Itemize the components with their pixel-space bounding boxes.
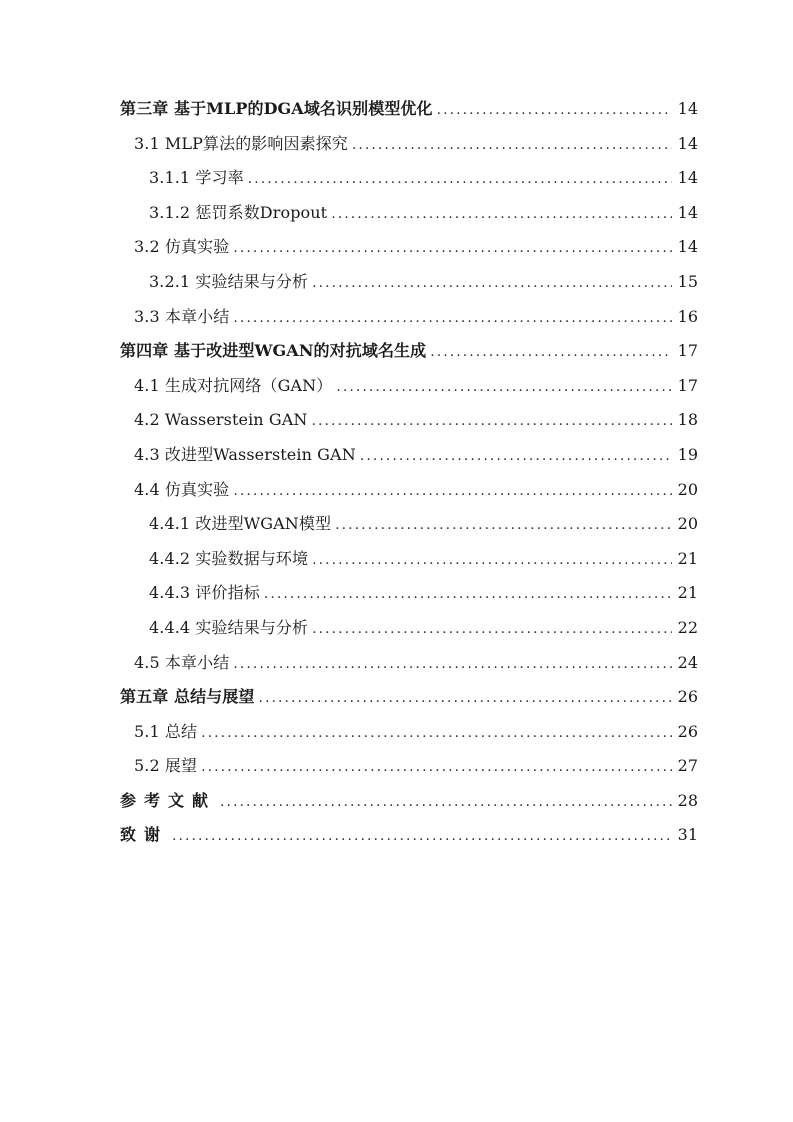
toc-entry[interactable]	[120, 611, 698, 646]
toc-dot-leader	[248, 162, 672, 197]
toc-entry[interactable]	[120, 784, 698, 819]
toc-entry-page-number: 15	[677, 271, 698, 291]
toc-dot-leader	[312, 266, 672, 301]
toc-dot-leader	[360, 439, 672, 474]
toc-entry-title: 4.4.4 实验结果与分析	[149, 617, 309, 637]
toc-entry-page-number: 14	[677, 133, 698, 153]
toc-dot-leader	[233, 647, 671, 682]
toc-entry-page-number: 22	[677, 617, 698, 637]
toc-entry[interactable]	[120, 403, 698, 438]
toc-entry-title: 5.2 展望	[134, 756, 198, 776]
toc-entry-page-number: 14	[677, 202, 698, 222]
toc-entry-title: 5.1 总结	[134, 721, 198, 741]
toc-entry-title: 3.2.1 实验结果与分析	[149, 271, 309, 291]
toc-entry-title: 3.1.2 惩罚系数Dropout	[149, 202, 328, 222]
toc-entry-page-number: 21	[677, 583, 698, 603]
toc-entry[interactable]	[120, 507, 698, 542]
toc-entry-page-number: 21	[677, 548, 698, 568]
toc-entry-page-number: 27	[677, 756, 698, 776]
toc-entry[interactable]	[120, 680, 698, 715]
toc-dot-leader	[233, 474, 671, 509]
toc-dot-leader	[430, 335, 671, 370]
toc-dot-leader	[437, 93, 672, 128]
toc-entry[interactable]	[120, 473, 698, 508]
toc-entry-title: 第三章 基于MLP的DGA域名识别模型优化	[120, 99, 433, 118]
toc-dot-leader	[201, 716, 672, 751]
toc-dot-leader	[312, 543, 672, 578]
toc-entry-title: 3.2 仿真实验	[134, 237, 230, 257]
toc-entry-page-number: 16	[677, 306, 698, 326]
toc-entry[interactable]	[120, 161, 698, 196]
toc-entry[interactable]	[120, 576, 698, 611]
toc-entry[interactable]	[120, 265, 698, 300]
toc-entry-page-number: 24	[677, 652, 698, 672]
toc-entry-page-number: 14	[677, 99, 698, 118]
toc-entry-page-number: 19	[677, 444, 698, 464]
toc-entry-page-number: 14	[677, 237, 698, 257]
toc-dot-leader	[336, 370, 671, 405]
toc-dot-leader	[264, 577, 672, 612]
toc-entry-title: 4.5 本章小结	[134, 652, 230, 672]
toc-entry-page-number: 17	[677, 341, 698, 361]
toc-entry-title: 致谢	[120, 825, 169, 845]
toc-dot-leader	[233, 301, 671, 336]
toc-dot-leader	[220, 785, 672, 820]
toc-entry-title: 3.1 MLP算法的影响因素探究	[134, 133, 348, 153]
toc-dot-leader	[331, 197, 671, 232]
toc-entry-title: 第四章 基于改进型WGAN的对抗域名生成	[120, 341, 427, 361]
toc-dot-leader	[352, 128, 672, 163]
toc-entry-title: 4.4.1 改进型WGAN模型	[149, 514, 332, 534]
toc-dot-leader	[201, 750, 672, 785]
toc-entry-page-number: 18	[677, 410, 698, 430]
table-of-contents	[120, 92, 698, 853]
toc-entry-page-number: 14	[677, 168, 698, 188]
toc-dot-leader	[312, 404, 672, 439]
toc-entry-title: 4.4.3 评价指标	[149, 583, 260, 603]
toc-entry-page-number: 17	[677, 375, 698, 395]
toc-dot-leader	[258, 681, 671, 716]
toc-dot-leader	[172, 819, 672, 854]
toc-entry[interactable]	[120, 369, 698, 404]
toc-entry[interactable]	[120, 230, 698, 265]
toc-entry[interactable]	[120, 196, 698, 231]
toc-entry[interactable]	[120, 438, 698, 473]
toc-entry-title: 4.1 生成对抗网络（GAN）	[134, 375, 333, 395]
toc-entry[interactable]	[120, 818, 698, 853]
toc-dot-leader	[233, 231, 671, 266]
toc-entry[interactable]	[120, 300, 698, 335]
toc-dot-leader	[312, 612, 672, 647]
toc-entry-page-number: 20	[677, 514, 698, 534]
toc-entry[interactable]	[120, 715, 698, 750]
toc-entry[interactable]	[120, 646, 698, 681]
toc-entry[interactable]	[120, 127, 698, 162]
toc-entry-page-number: 26	[677, 721, 698, 741]
toc-entry-title: 参考文献	[120, 790, 217, 810]
toc-entry-title: 4.2 Wasserstein GAN	[134, 410, 308, 430]
toc-entry-title: 3.1.1 学习率	[149, 168, 244, 188]
toc-entry[interactable]	[120, 749, 698, 784]
toc-entry[interactable]	[120, 542, 698, 577]
toc-entry[interactable]	[120, 92, 698, 127]
toc-entry-page-number: 31	[677, 825, 698, 845]
toc-entry-page-number: 26	[677, 687, 698, 707]
toc-entry-page-number: 28	[677, 790, 698, 810]
toc-entry-title: 4.4 仿真实验	[134, 479, 230, 499]
toc-dot-leader	[335, 508, 672, 543]
toc-entry[interactable]	[120, 334, 698, 369]
toc-entry-title: 第五章 总结与展望	[120, 687, 255, 707]
toc-entry-page-number: 20	[677, 479, 698, 499]
toc-entry-title: 4.3 改进型Wasserstein GAN	[134, 444, 356, 464]
toc-entry-title: 4.4.2 实验数据与环境	[149, 548, 309, 568]
toc-entry-title: 3.3 本章小结	[134, 306, 230, 326]
